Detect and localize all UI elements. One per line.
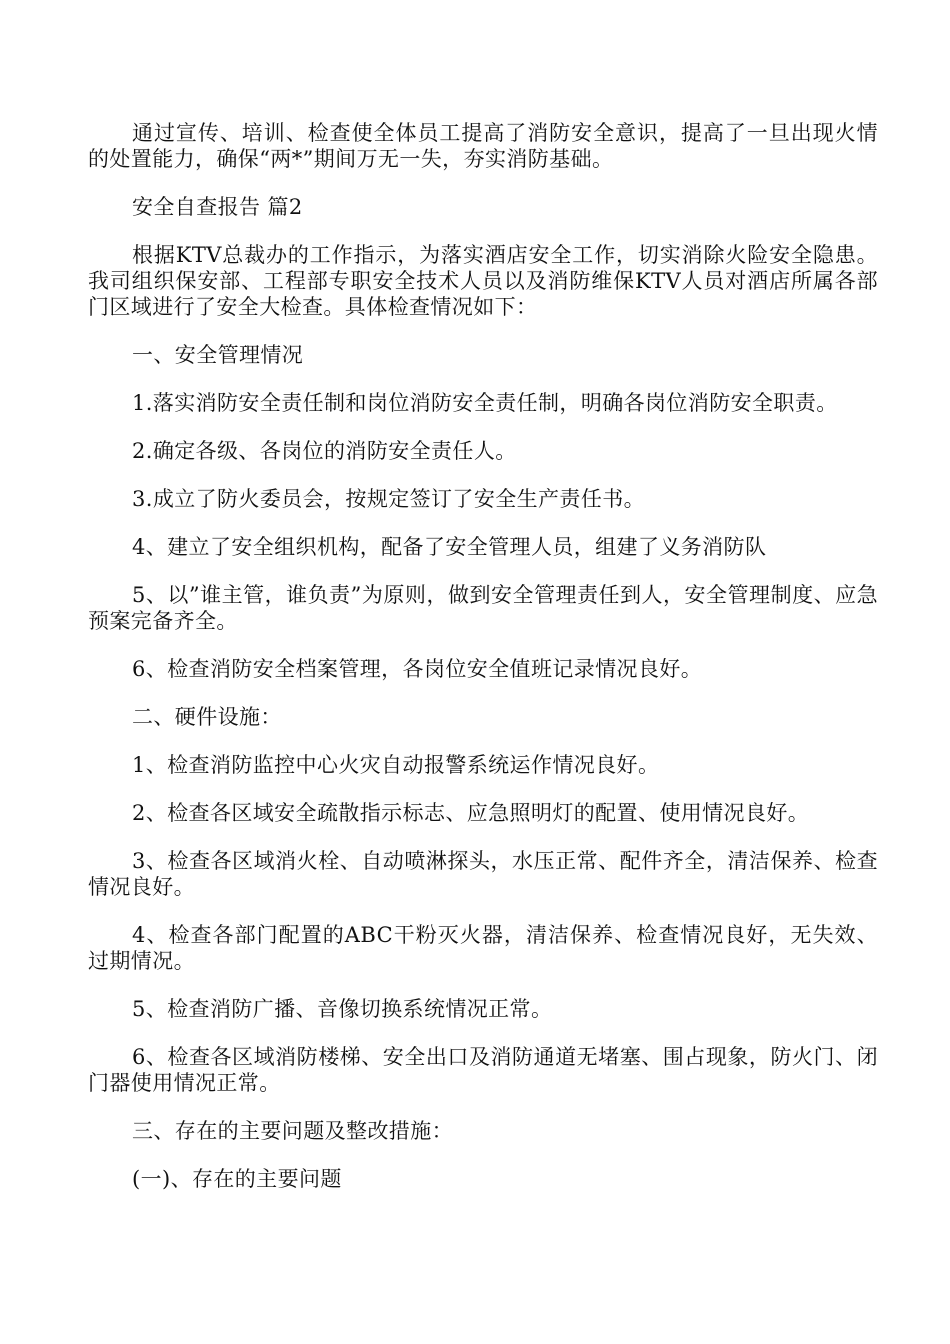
list-item-management-1: 1.落实消防安全责任制和岗位消防安全责任制，明确各岗位消防安全职责。	[132, 391, 838, 415]
heading-main-problems-and-fixes: 三、存在的主要问题及整改措施：	[132, 1119, 453, 1143]
list-item-hardware-4: 4、检查各部门配置的ABC干粉灭火器，清洁保养、检查情况良好，无失效、过期情况。	[88, 923, 878, 973]
list-item-management-6: 6、检查消防安全档案管理，各岗位安全值班记录情况良好。	[132, 657, 703, 681]
list-item-hardware-1: 1、检查消防监控中心火灾自动报警系统运作情况良好。	[132, 753, 660, 777]
section-title-report-part2: 安全自查报告 篇2	[132, 195, 303, 219]
list-item-management-4: 4、建立了安全组织机构，配备了安全管理人员，组建了义务消防队	[132, 535, 767, 559]
list-item-hardware-6: 6、检查各区域消防楼梯、安全出口及消防通道无堵塞、围占现象，防火门、闭门器使用情况正常。	[88, 1045, 878, 1095]
list-item-management-2: 2.确定各级、各岗位的消防安全责任人。	[132, 439, 517, 463]
paragraph-intro-summary: 通过宣传、培训、检查使全体员工提高了消防安全意识，提高了一旦出现火情的处置能力，确保“两*”期间万无一失，夯实消防基础。	[88, 121, 878, 171]
list-item-hardware-5: 5、检查消防广播、音像切换系统情况正常。	[132, 997, 553, 1021]
list-item-hardware-3: 3、检查各区域消火栓、自动喷淋探头，水压正常、配件齐全，清洁保养、检查情况良好。	[88, 849, 878, 899]
paragraph-background: 根据KTV总裁办的工作指示，为落实酒店安全工作，切实消除火险安全隐患。我司组织保安部、工程部专职安全技术人员以及消防维保KTV人员对酒店所属各部门区域进行了安全大检查。具体检查情况如下：	[88, 243, 878, 319]
document-page	[88, 120, 878, 1214]
list-item-hardware-2: 2、检查各区域安全疏散指示标志、应急照明灯的配置、使用情况良好。	[132, 801, 810, 825]
heading-safety-management: 一、安全管理情况	[132, 343, 304, 367]
list-item-management-3: 3.成立了防火委员会，按规定签订了安全生产责任书。	[132, 487, 646, 511]
subheading-main-problems: (一)、存在的主要问题	[132, 1167, 342, 1191]
heading-hardware-facilities: 二、硬件设施：	[132, 705, 282, 729]
list-item-management-5: 5、以”谁主管，谁负责”为原则，做到安全管理责任到人，安全管理制度、应急预案完备齐全。	[88, 583, 878, 633]
